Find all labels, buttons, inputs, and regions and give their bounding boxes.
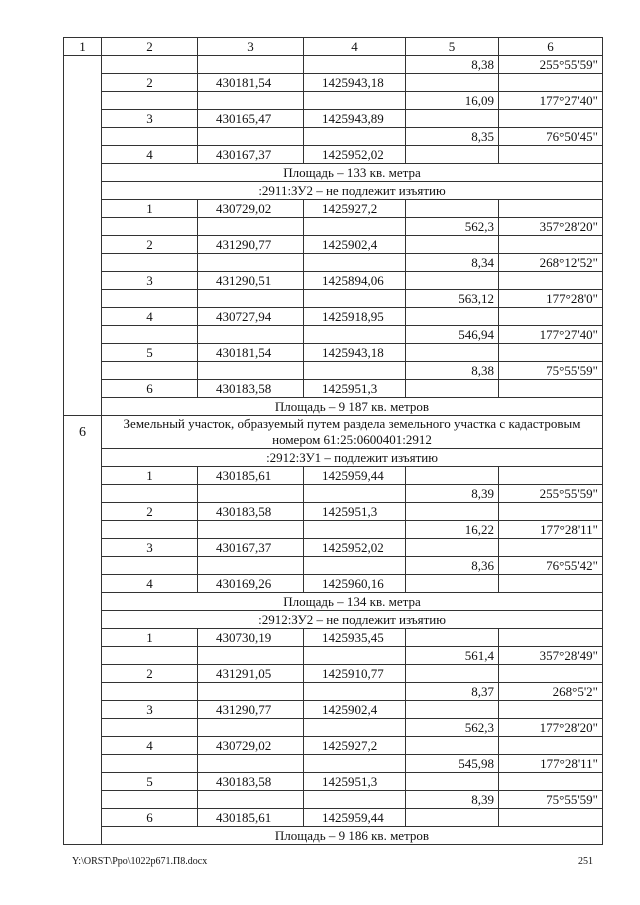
y-coordinate: 1425951,3 <box>304 773 406 791</box>
empty-cell <box>198 521 304 539</box>
point-number: 1 <box>102 467 198 485</box>
empty-cell <box>304 290 406 308</box>
x-coordinate: 430183,58 <box>198 503 304 521</box>
section-label: :2911:ЗУ2 – не подлежит изъятию <box>102 182 603 200</box>
section-label: :2912:ЗУ1 – подлежит изъятию <box>102 449 603 467</box>
point-number: 3 <box>102 110 198 128</box>
empty-cell <box>499 539 603 557</box>
header-cell: 6 <box>499 38 603 56</box>
empty-cell <box>406 146 499 164</box>
table-row <box>64 827 603 845</box>
bearing-angle: 177°28'20" <box>499 719 603 737</box>
point-number: 4 <box>102 737 198 755</box>
table-row <box>64 791 603 809</box>
empty-cell <box>102 254 198 272</box>
y-coordinate: 1425952,02 <box>304 146 406 164</box>
bearing-angle: 177°27'40" <box>499 326 603 344</box>
table-row <box>64 362 603 380</box>
table-row <box>64 647 603 665</box>
empty-cell <box>102 755 198 773</box>
empty-cell <box>304 755 406 773</box>
x-coordinate: 431290,77 <box>198 701 304 719</box>
empty-cell <box>102 92 198 110</box>
table-row <box>64 110 603 128</box>
empty-cell <box>406 74 499 92</box>
x-coordinate: 430183,58 <box>198 380 304 398</box>
segment-length: 562,3 <box>406 218 499 236</box>
empty-cell <box>304 326 406 344</box>
header-cell: 5 <box>406 38 499 56</box>
segment-length: 562,3 <box>406 719 499 737</box>
table-row <box>64 611 603 629</box>
empty-cell <box>102 647 198 665</box>
table-row <box>64 380 603 398</box>
empty-cell <box>198 92 304 110</box>
table-row <box>64 773 603 791</box>
table-row <box>64 56 603 74</box>
table-row <box>64 74 603 92</box>
bearing-angle: 177°28'11" <box>499 521 603 539</box>
empty-cell <box>102 485 198 503</box>
empty-cell <box>499 773 603 791</box>
document-path: Y:\ORST\Ppo\1022p671.П8.docx <box>72 856 208 867</box>
empty-cell <box>102 521 198 539</box>
bearing-angle: 177°27'40" <box>499 92 603 110</box>
segment-length: 16,09 <box>406 92 499 110</box>
table-row <box>64 290 603 308</box>
bearing-angle: 268°12'52" <box>499 254 603 272</box>
y-coordinate: 1425943,89 <box>304 110 406 128</box>
x-coordinate: 430167,37 <box>198 539 304 557</box>
empty-cell <box>406 308 499 326</box>
point-number: 3 <box>102 701 198 719</box>
empty-cell <box>102 683 198 701</box>
empty-cell <box>102 128 198 146</box>
empty-cell <box>406 380 499 398</box>
empty-cell <box>198 719 304 737</box>
parcel-description: Земельный участок, образуемый путем раздела земельного участка с кадастровым номером 61:25:0600401:2912 <box>102 416 603 449</box>
x-coordinate: 430185,61 <box>198 809 304 827</box>
x-coordinate: 430181,54 <box>198 344 304 362</box>
bearing-angle: 75°55'59" <box>499 791 603 809</box>
empty-cell <box>406 539 499 557</box>
empty-cell <box>102 719 198 737</box>
section-label: Площадь – 9 187 кв. метров <box>102 398 603 416</box>
segment-length: 8,36 <box>406 557 499 575</box>
x-coordinate: 430729,02 <box>198 200 304 218</box>
empty-cell <box>406 467 499 485</box>
item-number-cell: 6 <box>64 416 102 845</box>
point-number: 4 <box>102 146 198 164</box>
point-number: 2 <box>102 665 198 683</box>
empty-cell <box>499 74 603 92</box>
table-row <box>64 629 603 647</box>
table-row <box>64 182 603 200</box>
page-number: 251 <box>578 856 593 867</box>
empty-cell <box>499 236 603 254</box>
y-coordinate: 1425894,06 <box>304 272 406 290</box>
segment-length: 8,39 <box>406 485 499 503</box>
empty-cell <box>304 521 406 539</box>
empty-cell <box>499 200 603 218</box>
empty-cell <box>198 128 304 146</box>
x-coordinate: 431291,05 <box>198 665 304 683</box>
y-coordinate: 1425952,02 <box>304 539 406 557</box>
empty-cell <box>198 791 304 809</box>
empty-cell <box>198 755 304 773</box>
segment-length: 8,35 <box>406 128 499 146</box>
table-row <box>64 503 603 521</box>
section-label: Площадь – 134 кв. метра <box>102 593 603 611</box>
point-number: 1 <box>102 200 198 218</box>
segment-length: 8,39 <box>406 791 499 809</box>
header-row <box>64 38 603 56</box>
empty-cell <box>304 218 406 236</box>
empty-cell <box>304 557 406 575</box>
segment-length: 8,38 <box>406 362 499 380</box>
y-coordinate: 1425902,4 <box>304 701 406 719</box>
empty-cell <box>304 485 406 503</box>
empty-cell <box>406 344 499 362</box>
empty-cell <box>198 362 304 380</box>
point-number: 2 <box>102 74 198 92</box>
bearing-angle: 177°28'0" <box>499 290 603 308</box>
empty-cell <box>102 290 198 308</box>
empty-cell <box>304 647 406 665</box>
header-cell: 1 <box>64 38 102 56</box>
table-row <box>64 575 603 593</box>
empty-cell <box>102 557 198 575</box>
empty-cell <box>198 485 304 503</box>
empty-cell <box>499 575 603 593</box>
x-coordinate: 430727,94 <box>198 308 304 326</box>
empty-cell <box>499 701 603 719</box>
section-label: Площадь – 9 186 кв. метров <box>102 827 603 845</box>
table-row <box>64 521 603 539</box>
point-number: 1 <box>102 629 198 647</box>
x-coordinate: 430185,61 <box>198 467 304 485</box>
empty-cell <box>406 503 499 521</box>
empty-cell <box>198 683 304 701</box>
y-coordinate: 1425951,3 <box>304 503 406 521</box>
bearing-angle: 255°55'59" <box>499 485 603 503</box>
empty-cell <box>406 575 499 593</box>
empty-cell <box>406 773 499 791</box>
x-coordinate: 430167,37 <box>198 146 304 164</box>
empty-cell <box>406 809 499 827</box>
empty-cell <box>198 218 304 236</box>
header-cell: 2 <box>102 38 198 56</box>
x-coordinate: 430730,19 <box>198 629 304 647</box>
empty-cell <box>406 236 499 254</box>
empty-cell <box>304 719 406 737</box>
point-number: 2 <box>102 503 198 521</box>
empty-cell <box>198 647 304 665</box>
y-coordinate: 1425902,4 <box>304 236 406 254</box>
empty-cell <box>499 344 603 362</box>
empty-cell <box>198 56 304 74</box>
segment-length: 563,12 <box>406 290 499 308</box>
empty-cell <box>304 254 406 272</box>
empty-cell <box>406 200 499 218</box>
segment-length: 8,37 <box>406 683 499 701</box>
table-row <box>64 218 603 236</box>
y-coordinate: 1425927,2 <box>304 737 406 755</box>
bearing-angle: 357°28'20" <box>499 218 603 236</box>
table-row <box>64 557 603 575</box>
section-label: Площадь – 133 кв. метра <box>102 164 603 182</box>
empty-cell <box>406 629 499 647</box>
x-coordinate: 430165,47 <box>198 110 304 128</box>
x-coordinate: 430729,02 <box>198 737 304 755</box>
table-row <box>64 449 603 467</box>
y-coordinate: 1425943,18 <box>304 344 406 362</box>
empty-cell <box>304 92 406 110</box>
y-coordinate: 1425959,44 <box>304 809 406 827</box>
table-row <box>64 593 603 611</box>
table-row <box>64 809 603 827</box>
empty-cell <box>102 56 198 74</box>
x-coordinate: 430169,26 <box>198 575 304 593</box>
y-coordinate: 1425951,3 <box>304 380 406 398</box>
point-number: 2 <box>102 236 198 254</box>
table-row <box>64 701 603 719</box>
table-row <box>64 665 603 683</box>
point-number: 4 <box>102 308 198 326</box>
bearing-angle: 76°55'42" <box>499 557 603 575</box>
empty-cell <box>406 665 499 683</box>
point-number: 5 <box>102 773 198 791</box>
bearing-angle: 268°5'2" <box>499 683 603 701</box>
empty-cell <box>304 56 406 74</box>
empty-cell <box>102 791 198 809</box>
table-row <box>64 539 603 557</box>
y-coordinate: 1425959,44 <box>304 467 406 485</box>
table-row <box>64 467 603 485</box>
point-number: 6 <box>102 380 198 398</box>
segment-length: 546,94 <box>406 326 499 344</box>
table-row <box>64 344 603 362</box>
segment-length: 16,22 <box>406 521 499 539</box>
y-coordinate: 1425960,16 <box>304 575 406 593</box>
y-coordinate: 1425935,45 <box>304 629 406 647</box>
empty-cell <box>499 809 603 827</box>
bearing-angle: 177°28'11" <box>499 755 603 773</box>
table-row <box>64 164 603 182</box>
empty-cell <box>499 629 603 647</box>
y-coordinate: 1425910,77 <box>304 665 406 683</box>
empty-cell <box>304 128 406 146</box>
segment-length: 545,98 <box>406 755 499 773</box>
point-number: 4 <box>102 575 198 593</box>
table-row <box>64 683 603 701</box>
table-row <box>64 485 603 503</box>
table-row <box>64 326 603 344</box>
empty-cell <box>499 737 603 755</box>
bearing-angle: 76°50'45" <box>499 128 603 146</box>
empty-cell <box>406 737 499 755</box>
table-row <box>64 416 603 449</box>
segment-length: 8,34 <box>406 254 499 272</box>
empty-cell <box>198 557 304 575</box>
empty-cell <box>304 362 406 380</box>
table-row <box>64 719 603 737</box>
y-coordinate: 1425927,2 <box>304 200 406 218</box>
empty-cell <box>406 701 499 719</box>
empty-cell <box>198 254 304 272</box>
empty-cell <box>304 791 406 809</box>
x-coordinate: 430181,54 <box>198 74 304 92</box>
table-row <box>64 755 603 773</box>
empty-cell <box>499 272 603 290</box>
bearing-angle: 357°28'49" <box>499 647 603 665</box>
section-label: :2912:ЗУ2 – не подлежит изъятию <box>102 611 603 629</box>
x-coordinate: 431290,77 <box>198 236 304 254</box>
empty-cell <box>102 362 198 380</box>
bearing-angle: 75°55'59" <box>499 362 603 380</box>
item-number-cell <box>64 56 102 416</box>
x-coordinate: 430183,58 <box>198 773 304 791</box>
bearing-angle: 255°55'59" <box>499 56 603 74</box>
table-row <box>64 272 603 290</box>
table-row <box>64 254 603 272</box>
point-number: 6 <box>102 809 198 827</box>
table-row <box>64 146 603 164</box>
table-row <box>64 308 603 326</box>
header-cell: 3 <box>198 38 304 56</box>
segment-length: 561,4 <box>406 647 499 665</box>
empty-cell <box>102 326 198 344</box>
empty-cell <box>499 110 603 128</box>
empty-cell <box>198 290 304 308</box>
table-row <box>64 92 603 110</box>
table-row <box>64 398 603 416</box>
empty-cell <box>406 272 499 290</box>
empty-cell <box>499 308 603 326</box>
empty-cell <box>499 665 603 683</box>
table-row <box>64 236 603 254</box>
empty-cell <box>304 683 406 701</box>
y-coordinate: 1425943,18 <box>304 74 406 92</box>
segment-length: 8,38 <box>406 56 499 74</box>
empty-cell <box>406 110 499 128</box>
empty-cell <box>499 467 603 485</box>
empty-cell <box>102 218 198 236</box>
point-number: 5 <box>102 344 198 362</box>
table-row <box>64 200 603 218</box>
table-row <box>64 737 603 755</box>
coordinates-table <box>63 37 603 845</box>
empty-cell <box>499 380 603 398</box>
table-row <box>64 128 603 146</box>
point-number: 3 <box>102 539 198 557</box>
header-cell: 4 <box>304 38 406 56</box>
y-coordinate: 1425918,95 <box>304 308 406 326</box>
x-coordinate: 431290,51 <box>198 272 304 290</box>
empty-cell <box>499 146 603 164</box>
empty-cell <box>499 503 603 521</box>
point-number: 3 <box>102 272 198 290</box>
empty-cell <box>198 326 304 344</box>
